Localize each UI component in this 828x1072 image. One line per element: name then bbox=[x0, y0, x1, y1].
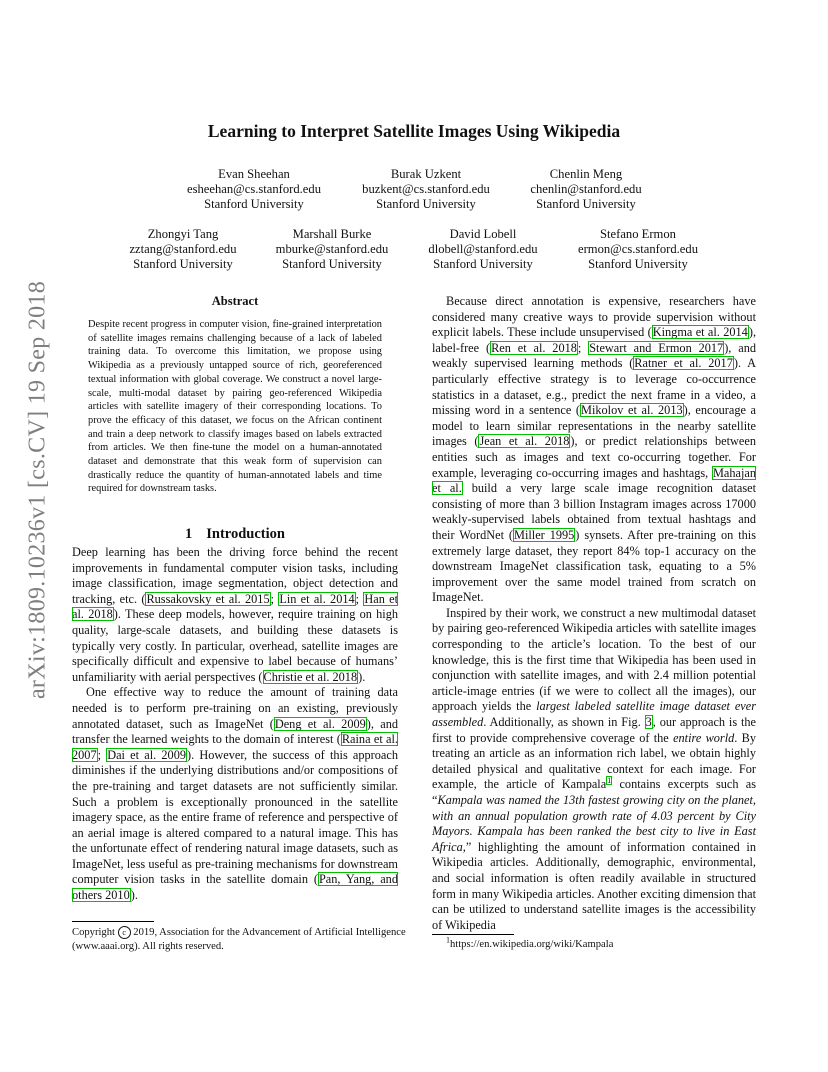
section-number: 1 bbox=[185, 526, 193, 542]
citation-link[interactable]: Dai et al. 2009 bbox=[107, 747, 186, 762]
author-email: ermon@cs.stanford.edu bbox=[577, 242, 698, 256]
text-run: One effective way to reduce the amount of training data needed is to perform pre-training on an existing, previously annotated dataset, such as ImageNet ( bbox=[72, 685, 398, 731]
text-run: Inspired by their work, we construct a new multimodal dataset by pairing geo-referenced Wikipedia articles with satellite images corresponding to the article’s location. To the best of our knowledge, this is the first time that Wikipedia has been used in conjunction with satellite images, and with 2.4 million potential article-image entries (if we were to collect all the images), our approach yields the bbox=[432, 605, 756, 714]
author-email: buzkent@cs.stanford.edu bbox=[362, 182, 490, 196]
emphasized-text: Kampala was named the 13th fastest growing city on the planet, with an annual population growth rate of 4.03 percent by City Mayors. Kampala has been ranked the best city to live in East Africa, bbox=[432, 793, 756, 854]
citation-link[interactable]: Russakovsky et al. 2015 bbox=[146, 591, 270, 606]
author-email: zztang@stanford.edu bbox=[129, 242, 237, 256]
author-name: Chenlin Meng bbox=[549, 167, 623, 181]
body-paragraph bbox=[432, 294, 756, 606]
author-entry bbox=[476, 167, 696, 212]
author-name: Zhongyi Tang bbox=[147, 227, 219, 241]
citation-link[interactable]: Ratner et al. 2017 bbox=[634, 356, 733, 371]
citation-link[interactable]: Raina et al. 2007 bbox=[72, 732, 398, 762]
text-run: ), encourage a model to learn similar representations in the nearby satellite images ( bbox=[432, 403, 757, 449]
text-run: ; bbox=[97, 747, 107, 762]
citation-link[interactable]: Kingma et al. 2014 bbox=[652, 325, 748, 340]
author-affiliation: Stanford University bbox=[588, 257, 688, 271]
citation-link[interactable]: Mikolov et al. 2013 bbox=[581, 403, 683, 418]
footnote bbox=[446, 935, 746, 951]
author-name: Marshall Burke bbox=[292, 227, 372, 241]
footnote-mark: 1 bbox=[446, 935, 450, 945]
right-column-body bbox=[432, 294, 756, 933]
author-affiliation: Stanford University bbox=[376, 197, 476, 211]
author-name: Evan Sheehan bbox=[218, 167, 290, 181]
body-paragraph bbox=[72, 545, 398, 685]
text-run: ), label-free ( bbox=[432, 325, 757, 355]
text-run: contains excerpts such as “ bbox=[432, 777, 756, 807]
text-run: ), and weakly supervised learning methods ( bbox=[432, 340, 756, 371]
footnote-text: https://en.wikipedia.org/wiki/Kampala bbox=[450, 939, 614, 950]
footnote-link[interactable]: 1 bbox=[607, 776, 612, 786]
left-column-body bbox=[72, 545, 398, 904]
citation-link[interactable]: Ren et al. 2018 bbox=[491, 340, 577, 355]
citation-link[interactable]: Miller 1995 bbox=[514, 527, 575, 542]
emphasized-text: entire world bbox=[673, 730, 735, 745]
text-run: ). However, the success of this approach diminishes if the underlying distributions and/or compositions of the pre-training and target datasets are not sufficiently similar. Such a problem is exceptionally pronounced in the satellite imagery space, as the entire frame of reference and perspective of an aerial image is altered compared to a natural image. This has the unfortunate effect of rendering natural image datasets, such as ImageNet, less useful as pre-training mechanisms for downstream computer vision tasks in the satellite domain ( bbox=[72, 747, 398, 887]
text-run: ). A particularly effective strategy is to leverage co-occurrence statistics in a dataset, e.g., predict the next frame in a video, a missing word in a sentence ( bbox=[432, 356, 756, 418]
author-entry bbox=[528, 227, 748, 272]
citation-link[interactable]: Christie et al. 2018 bbox=[263, 669, 358, 684]
citation-link[interactable]: Jean et al. 2018 bbox=[479, 434, 570, 449]
abstract-text: Despite recent progress in computer vision, fine-grained interpretation of satellite images remains challenging because of a lack of labeled training data. To overcome this limitation, we propose using Wikipedia as a previously untapped source of rich, georeferenced textual information with global coverage. We construct a novel large-scale, multi-modal dataset by pairing geo-referenced Wikipedia articles with satellite imagery of their corresponding locations. To prove the efficacy of this dataset, we focus on the African continent and train a deep network to classify images based on labels extracted from articles. We then fine-tune the model on a human-annotated dataset and demonstrate that this weak form of supervision can drastically reduce the quantity of human-annotated labels and time required for downstream tasks. bbox=[88, 319, 382, 495]
author-affiliation: Stanford University bbox=[536, 197, 636, 211]
body-paragraph bbox=[72, 685, 398, 903]
citation-link[interactable]: Pan, Yang, and others 2010 bbox=[72, 872, 398, 903]
text-run: ). These deep models, however, require training on high quality, large-scale datasets, and building these datasets is typically very costly. In particular, overhead, satellite images are specifically difficult and expensive to label because of humans’ unfamiliarity with aerial perspectives ( bbox=[72, 607, 398, 684]
citation-link[interactable]: 3 bbox=[645, 715, 652, 730]
footnote-rule bbox=[432, 934, 514, 935]
author-email: mburke@stanford.edu bbox=[275, 242, 389, 256]
copyright-prefix: Copyright bbox=[72, 927, 115, 938]
copyright-text: 2019, Association for the Advancement of Artificial Intelligence (www.aaai.org). All rights reserved. bbox=[72, 927, 406, 952]
text-run: ), or predict relationships between entities such as images and text co-occurring together. For example, leveraging co-occurring images and hashtags, bbox=[432, 434, 756, 480]
section-title: Introduction bbox=[206, 526, 285, 542]
arxiv-identifier bbox=[21, 280, 55, 700]
author-name: Burak Uzkent bbox=[390, 167, 462, 181]
text-run: ) synsets. After pre-training on this extremely large dataset, they report 84% top-1 accuracy on the downstream ImageNet classification task, equating to a 5% improvement over the same model trained from scratch on ImageNet. bbox=[432, 527, 756, 605]
text-run: . By treating an article as an information rich label, we obtain highly detailed physical and qualitative context for each image. For example, the article of Kampala bbox=[432, 730, 756, 792]
citation-link[interactable]: Mahajan et al. bbox=[432, 465, 756, 496]
text-run: ; bbox=[577, 340, 589, 355]
text-run: ; bbox=[355, 591, 364, 606]
author-affiliation: Stanford University bbox=[133, 257, 233, 271]
text-run: ” highlighting the amount of information contained in Wikipedia articles. Additionally, demographic, environmental, and social information is often readily available in structured form in many Wikipedia articles. Another exciting dimension that can be utilized to understand satellite images is the accessibility of Wikipedia bbox=[432, 839, 756, 932]
section-heading bbox=[72, 526, 398, 543]
text-run: ; bbox=[270, 591, 279, 606]
text-run: ). bbox=[358, 669, 366, 684]
citation-link[interactable]: Deng et al. 2009 bbox=[274, 716, 366, 731]
text-run: ). bbox=[130, 888, 138, 903]
text-run: build a very large scale image recognition dataset consisting of more than 3 billion Instagram images across 17000 weakly-supervised labels obtained from textual hashtags and their WordNet ( bbox=[432, 481, 756, 542]
author-email: chenlin@stanford.edu bbox=[530, 182, 642, 196]
emphasized-text: largest labeled satellite image dataset ever assembled bbox=[432, 699, 756, 730]
author-email: esheehan@cs.stanford.edu bbox=[187, 182, 321, 196]
paper-title: Learning to Interpret Satellite Images Using Wikipedia bbox=[207, 121, 621, 141]
text-run: , our approach is the first to provide comprehensive coverage of the bbox=[432, 715, 756, 745]
author-email: dlobell@stanford.edu bbox=[428, 242, 538, 256]
text-run: Because direct annotation is expensive, researchers have considered many creative ways to provide supervision without explicit labels. These include unsupervised ( bbox=[432, 294, 756, 340]
author-affiliation: Stanford University bbox=[282, 257, 382, 271]
body-paragraph bbox=[432, 606, 756, 933]
author-affiliation: Stanford University bbox=[204, 197, 304, 211]
citation-link[interactable]: Lin et al. 2014 bbox=[279, 591, 355, 606]
author-name: Stefano Ermon bbox=[600, 227, 676, 241]
abstract-heading: Abstract bbox=[211, 294, 259, 308]
copyright-rule bbox=[72, 921, 154, 922]
citation-link[interactable]: Stewart and Ermon 2017 bbox=[589, 340, 724, 355]
copyright-symbol-icon: c bbox=[118, 926, 131, 939]
author-name: David Lobell bbox=[449, 227, 517, 241]
arxiv-identifier-text: arXiv:1809.10236v1 [cs.CV] 19 Sep 2018 bbox=[24, 280, 51, 700]
text-run: . Additionally, as shown in Fig. bbox=[483, 715, 645, 730]
copyright-notice bbox=[72, 926, 412, 953]
citation-link[interactable]: Han et al. 2018 bbox=[72, 591, 399, 622]
author-affiliation: Stanford University bbox=[433, 257, 533, 271]
text-run: ), and transfer the learned weights to the domain of interest ( bbox=[72, 716, 398, 747]
text-run: Deep learning has been the driving force behind the recent improvements in fundamental computer vision tasks, including image classification, image segmentation, object detection and tracking, etc. ( bbox=[72, 545, 398, 606]
